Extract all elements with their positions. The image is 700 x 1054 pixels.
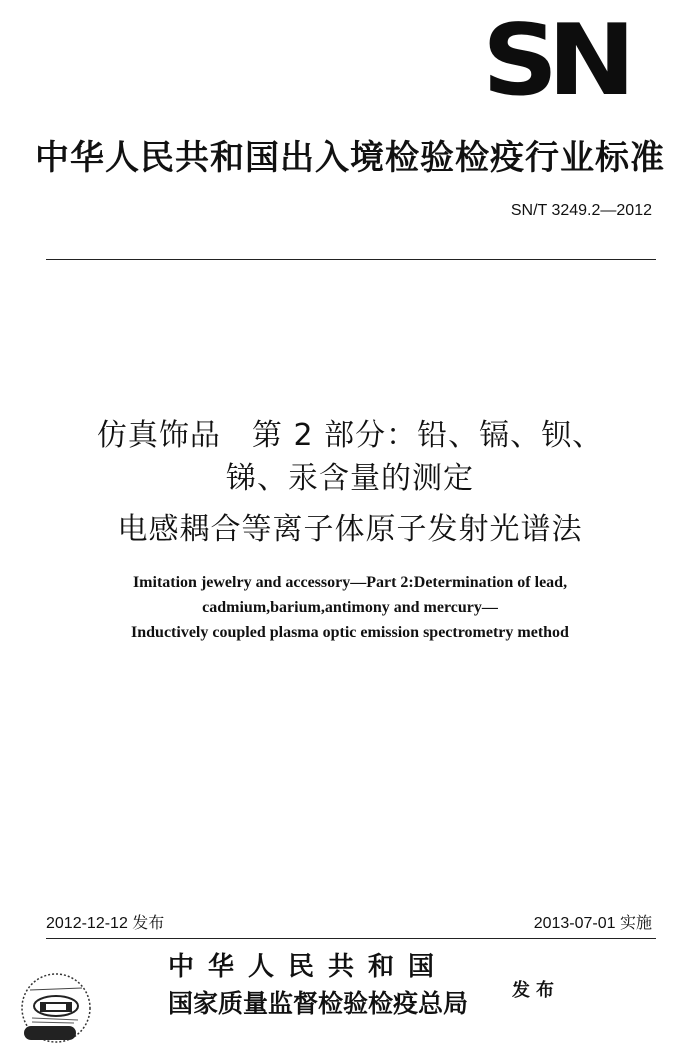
standard-number: SN/T 3249.2—2012: [510, 202, 652, 219]
chinese-title-line-2: 锑、汞含量的测定: [226, 461, 474, 496]
issue-date: 2012-12-12 发布: [46, 915, 165, 932]
chinese-title-line-1: 仿真饰品 第 2 部分：铅、镉、钡、: [96, 418, 604, 453]
bottom-divider: [46, 938, 656, 939]
english-title-line-1: Imitation jewelry and accessory—Part 2:Determination of lead,: [132, 574, 568, 591]
english-title-line-3: Inductively coupled plasma optic emission spectrometry method: [131, 624, 569, 641]
chinese-title-line-3: 电感耦合等离子体原子发射光谱法: [117, 512, 583, 547]
english-title-line-2: cadmium,barium,antimony and mercury—: [202, 599, 498, 616]
sn-logo: SN: [482, 4, 626, 118]
standard-category-title: 中华人民共和国出入境检验检疫行业标准: [35, 138, 665, 178]
issuer-country: 中华人民共和国: [168, 952, 449, 982]
top-divider: [46, 259, 656, 260]
implementation-date: 2013-07-01 实施: [533, 915, 652, 932]
issuer-agency: 国家质量监督检验检疫总局: [168, 989, 469, 1018]
issue-label: 发布: [512, 980, 560, 1001]
watermark-stamp-icon: [16, 968, 96, 1048]
